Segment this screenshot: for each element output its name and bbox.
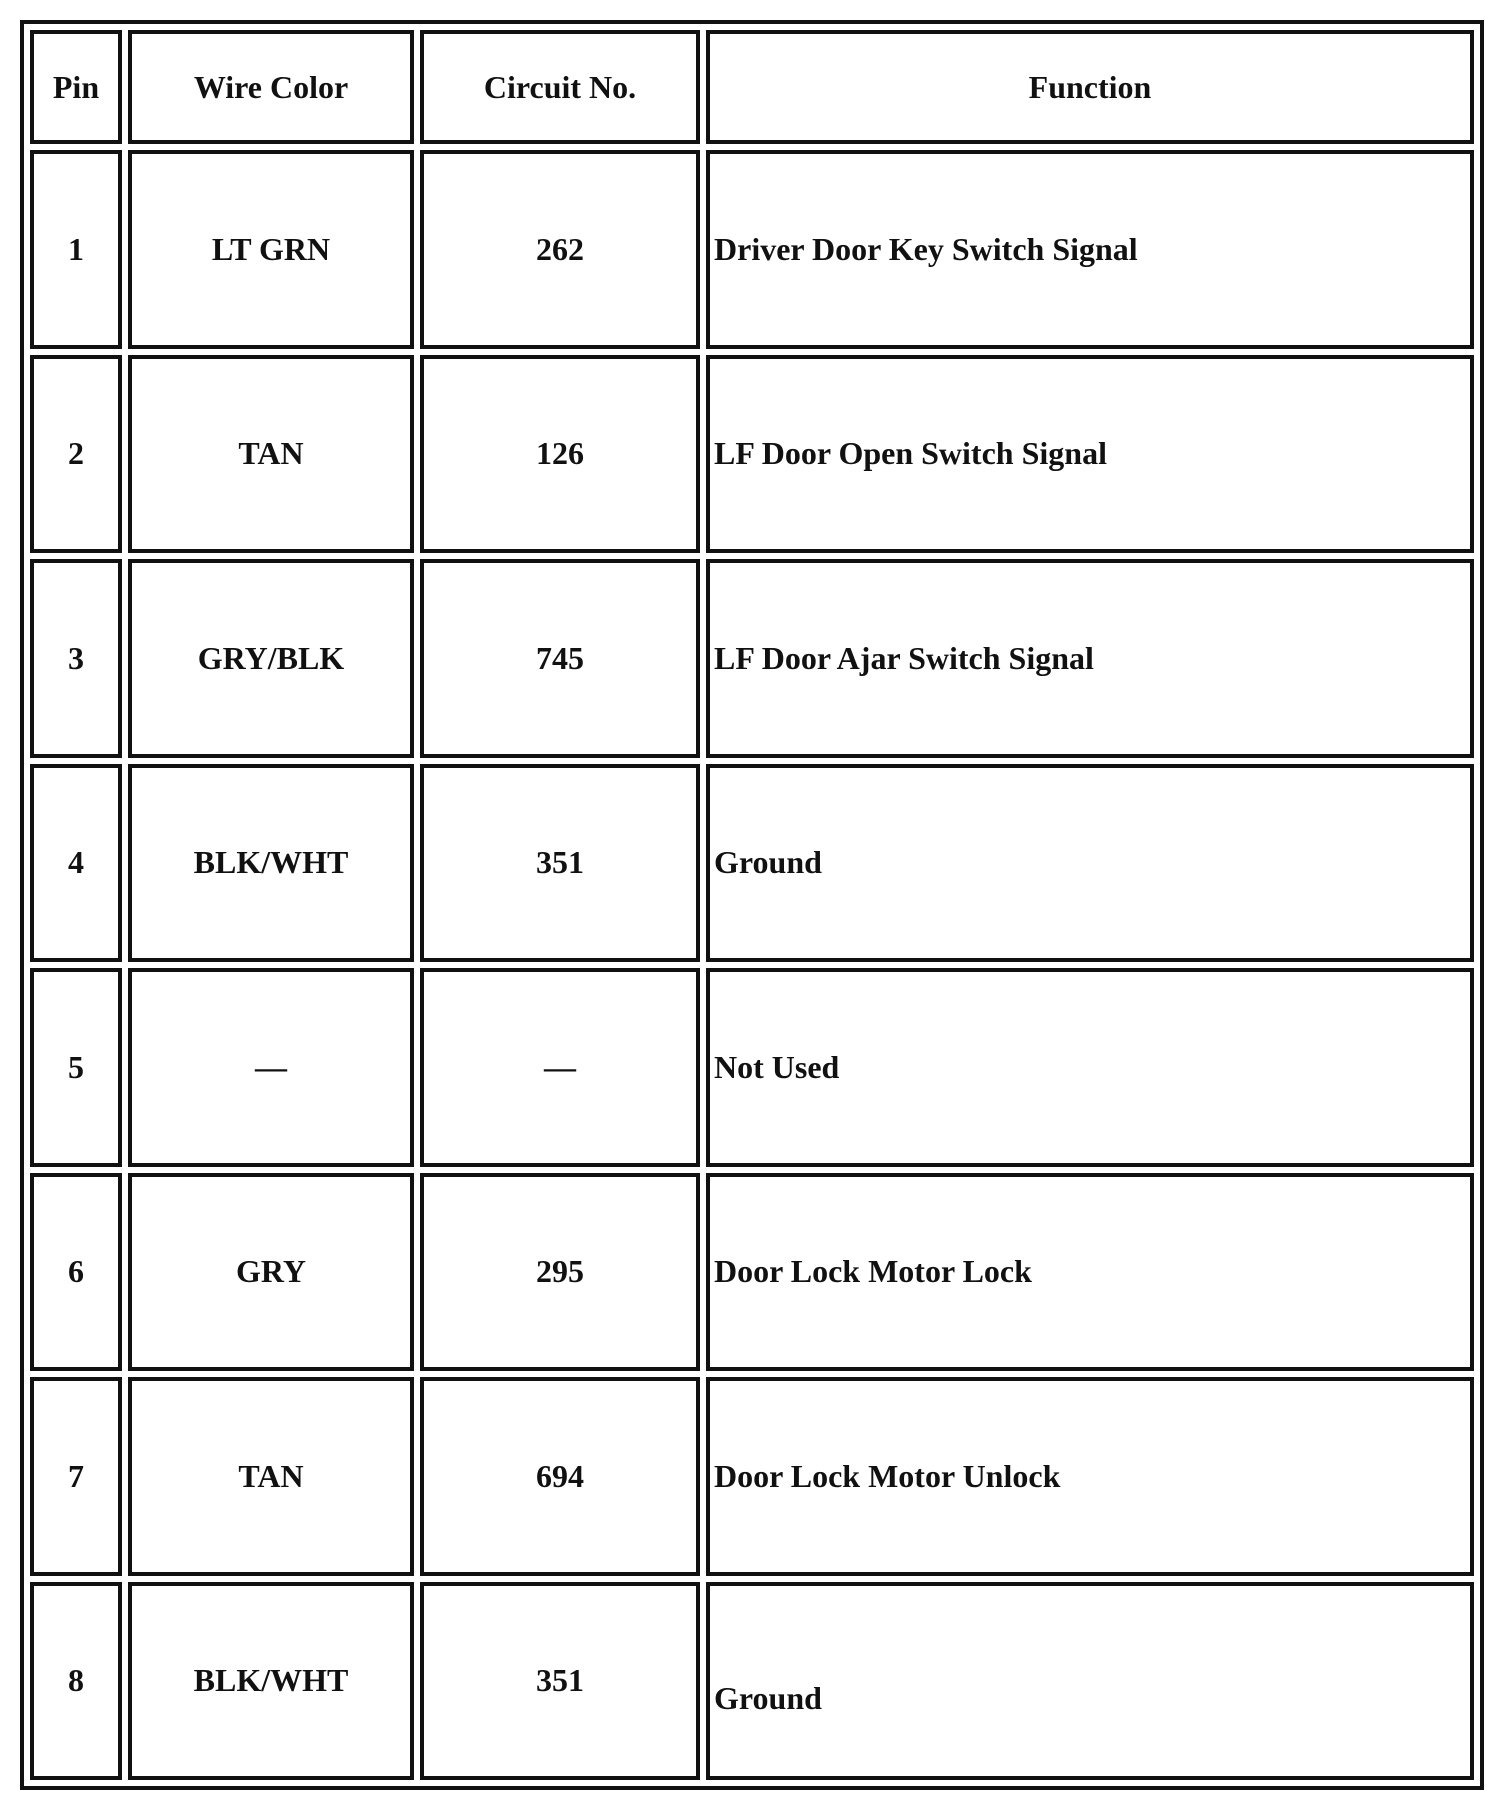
cell-wire-color: — (128, 968, 414, 1167)
cell-circuit-no: 351 (420, 1582, 700, 1781)
cell-function: Door Lock Motor Lock (706, 1173, 1474, 1372)
table-row (30, 764, 1474, 963)
table-row (30, 1377, 1474, 1576)
cell-function: Not Used (706, 968, 1474, 1167)
cell-pin: 4 (30, 764, 122, 963)
cell-function: LF Door Ajar Switch Signal (706, 559, 1474, 758)
cell-function: Driver Door Key Switch Signal (706, 150, 1474, 349)
cell-circuit-no: 694 (420, 1377, 700, 1576)
cell-pin: 7 (30, 1377, 122, 1576)
header-pin: Pin (30, 30, 122, 144)
connector-pinout-table-frame (20, 20, 1484, 1790)
cell-wire-color: BLK/WHT (128, 1582, 414, 1781)
header-function: Function (706, 30, 1474, 144)
cell-function: Door Lock Motor Unlock (706, 1377, 1474, 1576)
connector-pinout-table (24, 24, 1480, 1786)
header-circuit-no: Circuit No. (420, 30, 700, 144)
cell-pin: 3 (30, 559, 122, 758)
cell-wire-color: BLK/WHT (128, 764, 414, 963)
cell-circuit-no: 126 (420, 355, 700, 554)
cell-pin: 6 (30, 1173, 122, 1372)
cell-circuit-no: 351 (420, 764, 700, 963)
cell-wire-color: TAN (128, 1377, 414, 1576)
table-row (30, 355, 1474, 554)
cell-function: Ground (706, 764, 1474, 963)
cell-pin: 1 (30, 150, 122, 349)
cell-wire-color: TAN (128, 355, 414, 554)
table-row (30, 1173, 1474, 1372)
cell-pin: 2 (30, 355, 122, 554)
header-wire-color: Wire Color (128, 30, 414, 144)
cell-circuit-no: 295 (420, 1173, 700, 1372)
cell-wire-color: GRY (128, 1173, 414, 1372)
table-row (30, 968, 1474, 1167)
cell-pin: 8 (30, 1582, 122, 1781)
cell-circuit-no: 745 (420, 559, 700, 758)
cell-function: Ground (706, 1582, 1474, 1781)
cell-wire-color: LT GRN (128, 150, 414, 349)
cell-function: LF Door Open Switch Signal (706, 355, 1474, 554)
table-header-row (30, 30, 1474, 144)
table-row (30, 1582, 1474, 1781)
table-row (30, 559, 1474, 758)
table-row (30, 150, 1474, 349)
cell-pin: 5 (30, 968, 122, 1167)
cell-wire-color: GRY/BLK (128, 559, 414, 758)
cell-circuit-no: — (420, 968, 700, 1167)
cell-circuit-no: 262 (420, 150, 700, 349)
